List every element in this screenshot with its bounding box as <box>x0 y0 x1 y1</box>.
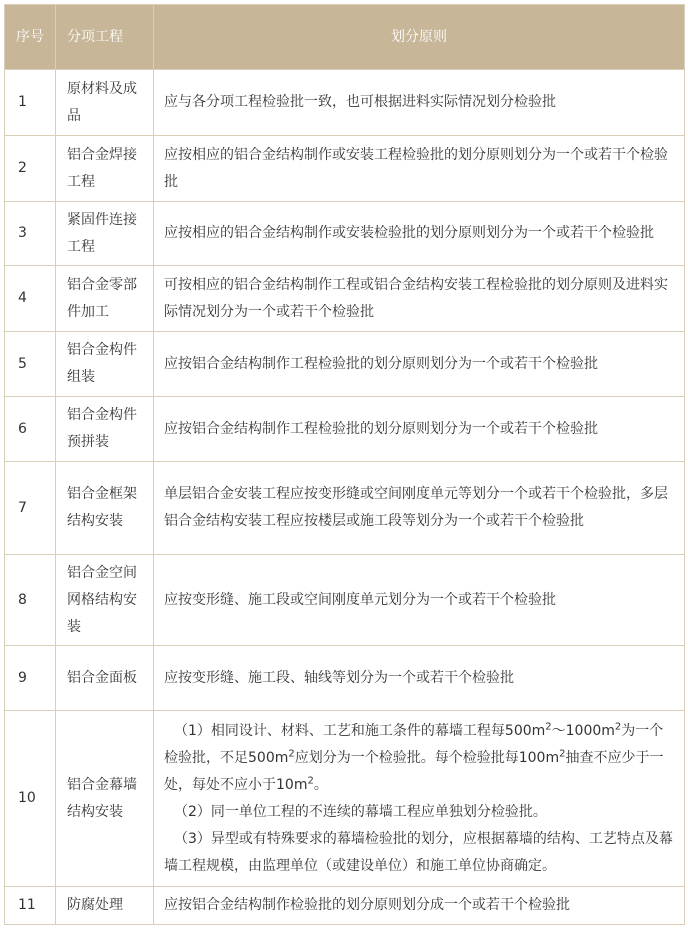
row-no: 9 <box>5 646 56 711</box>
row-item: 铝合金面板 <box>56 646 154 711</box>
table-row <box>5 462 685 555</box>
rule-paragraph-2: （2）同一单位工程的不连续的幕墙工程应单独划分检验批。 <box>174 803 547 820</box>
row-item: 铝合金框架结构安装 <box>56 462 154 555</box>
row-no: 1 <box>5 70 56 136</box>
row-item: 铝合金幕墙结构安装 <box>56 711 154 887</box>
row-item: 铝合金构件组装 <box>56 332 154 397</box>
row-rule: 应按相应的铝合金结构制作或安装工程检验批的划分原则划分为一个或若干个检验批 <box>154 136 685 202</box>
header-item: 分项工程 <box>56 5 154 70</box>
row-item: 铝合金焊接工程 <box>56 136 154 202</box>
row-rule: 应按相应的铝合金结构制作或安装检验批的划分原则划分为一个或若干个检验批 <box>154 202 685 266</box>
header-rule: 划分原则 <box>154 5 685 70</box>
row-rule: 应按铝合金结构制作工程检验批的划分原则划分为一个或若干个检验批 <box>154 397 685 462</box>
row-no: 4 <box>5 266 56 332</box>
table-row <box>5 397 685 462</box>
row-item: 防腐处理 <box>56 887 154 925</box>
row-no: 3 <box>5 202 56 266</box>
row-item: 紧固件连接工程 <box>56 202 154 266</box>
table-row <box>5 266 685 332</box>
row-item: 铝合金零部件加工 <box>56 266 154 332</box>
table-row <box>5 555 685 646</box>
table-row <box>5 711 685 887</box>
row-rule: 应按铝合金结构制作检验批的划分原则划分成一个或若干个检验批 <box>154 887 685 925</box>
division-table <box>4 4 685 925</box>
table-row <box>5 887 685 925</box>
rule-paragraph-1: （1）相同设计、材料、工艺和施工条件的幕墙工程每$500m^2\sim 1000m^2$为一个检验批，不足$500m^2$应划分为一个检验批。每个检验批每$100m^2$抽查不应少于一处，每处不应小于$10m^2$。 <box>164 720 664 793</box>
table-row <box>5 332 685 397</box>
row-rule: 单层铝合金安装工程应按变形缝或空间刚度单元等划分一个或若干个检验批，多层铝合金结构安装工程应按楼层或施工段等划分为一个或若干个检验批 <box>154 462 685 555</box>
row-item: 铝合金空间网格结构安装 <box>56 555 154 646</box>
row-no: 10 <box>5 711 56 887</box>
row-rule: 可按相应的铝合金结构制作工程或铝合金结构安装工程检验批的划分原则及进料实际情况划分为一个或若干个检验批 <box>154 266 685 332</box>
row-rule: 应与各分项工程检验批一致，也可根据进料实际情况划分检验批 <box>154 70 685 136</box>
table-row <box>5 70 685 136</box>
row-no: 7 <box>5 462 56 555</box>
row-rule: 应按变形缝、施工段、轴线等划分为一个或若干个检验批 <box>154 646 685 711</box>
table-header-row <box>5 5 685 70</box>
row-no: 6 <box>5 397 56 462</box>
row-no: 2 <box>5 136 56 202</box>
row-no: 11 <box>5 887 56 925</box>
row-item: 原材料及成品 <box>56 70 154 136</box>
table-row <box>5 202 685 266</box>
row-no: 5 <box>5 332 56 397</box>
row-item: 铝合金构件预拼装 <box>56 397 154 462</box>
header-no: 序号 <box>5 5 56 70</box>
row-no: 8 <box>5 555 56 646</box>
row-rule-multi <box>154 711 685 887</box>
rule-paragraph-3: （3）异型或有特殊要求的幕墙检验批的划分，应根据幕墙的结构、工艺特点及幕墙工程规模，由监理单位（或建设单位）和施工单位协商确定。 <box>164 830 673 874</box>
table-row <box>5 646 685 711</box>
row-rule: 应按变形缝、施工段或空间刚度单元划分为一个或若干个检验批 <box>154 555 685 646</box>
table-row <box>5 136 685 202</box>
row-rule: 应按铝合金结构制作工程检验批的划分原则划分为一个或若干个检验批 <box>154 332 685 397</box>
